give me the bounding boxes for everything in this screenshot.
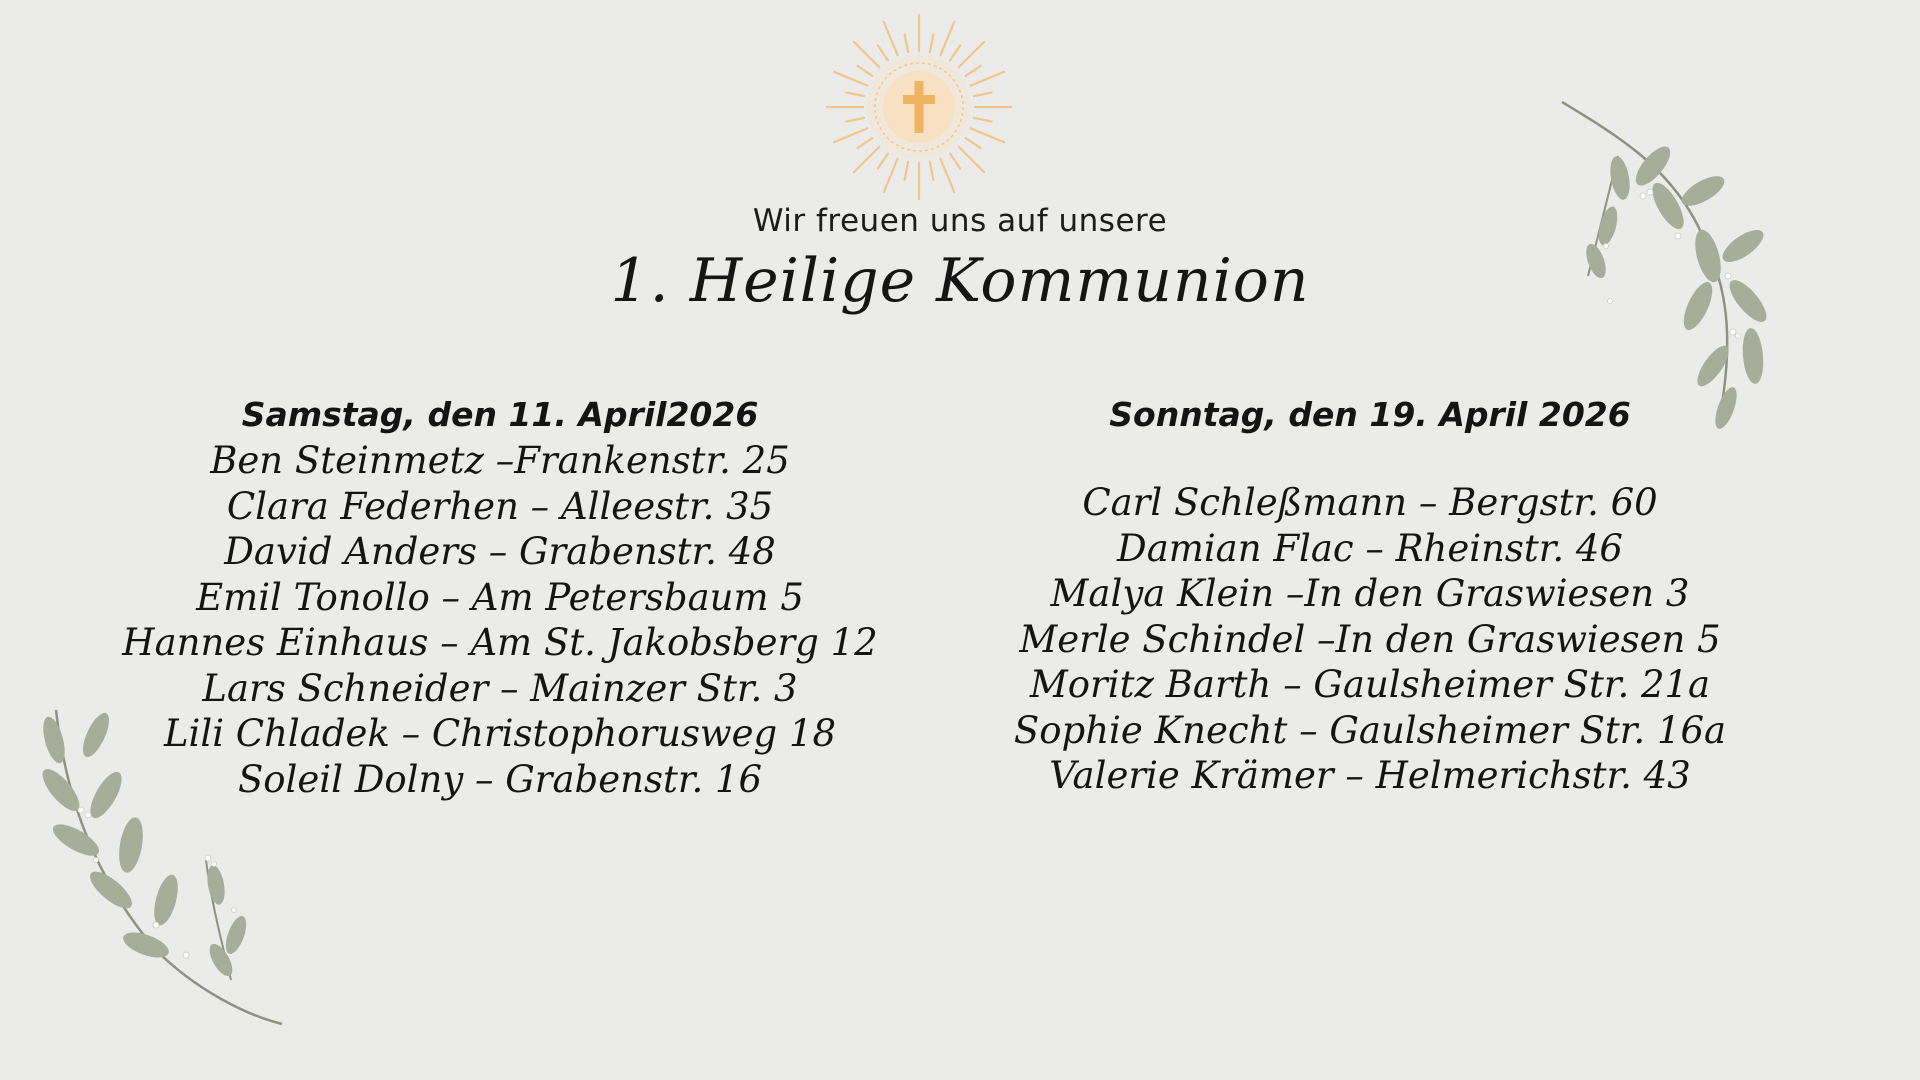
list-item: Lars Schneider – Mainzer Str. 3 (202, 666, 798, 710)
sunday-column (970, 392, 1770, 799)
sun-ray (940, 159, 954, 192)
sun-ray (974, 118, 992, 122)
sun-ray (878, 154, 888, 169)
sun-ray (858, 66, 873, 76)
sun-ray (971, 128, 1004, 142)
sunday-name-list (970, 480, 1770, 799)
list-item: Hannes Einhaus – Am St. Jakobsberg 12 (122, 621, 878, 664)
list-item: Moritz Barth – Gaulsheimer Str. 21a (1029, 663, 1711, 706)
sun-ray (854, 42, 880, 68)
page-title: 1. Heilige Kommunion (610, 246, 1310, 316)
sunburst-cross-icon (824, 12, 1014, 202)
sun-ray (966, 66, 981, 76)
sun-ray (905, 34, 909, 52)
sun-ray (846, 93, 864, 97)
list-item: Carl Schleßmann – Bergstr. 60 (1082, 481, 1658, 524)
sun-ray (884, 22, 898, 55)
list-item: Clara Federhen – Alleestr. 35 (226, 484, 774, 528)
sunday-heading: Sonntag, den 19. April 2026 (1109, 395, 1631, 434)
sun-ray (971, 72, 1004, 86)
list-item: Lili Chladek – Christophorusweg 18 (163, 712, 837, 755)
sun-ray (966, 138, 981, 148)
sun-ray (959, 147, 985, 173)
list-item: Merle Schindel –In den Graswiesen 5 (1019, 617, 1721, 661)
subtitle: Wir freuen uns auf unsere (752, 203, 1168, 239)
sun-ray (930, 34, 934, 52)
sun-ray (974, 93, 992, 97)
sun-ray (930, 162, 934, 180)
saturday-heading: Samstag, den 11. April2026 (241, 395, 759, 434)
sun-ray (884, 159, 898, 192)
sun-ray (950, 154, 960, 169)
sun-ray (854, 147, 880, 173)
sun-ray (858, 138, 873, 148)
sun-ray (834, 72, 867, 86)
sun-ray (940, 22, 954, 55)
leafy-branch-icon (1548, 96, 1788, 436)
sun-ray (834, 128, 867, 142)
leafy-branch-icon (36, 700, 296, 1030)
list-item: Ben Steinmetz –Frankenstr. 25 (210, 439, 790, 482)
list-item: Malya Klein –In den Graswiesen 3 (1050, 572, 1690, 615)
sun-ray (846, 118, 864, 122)
list-item: Sophie Knecht – Gaulsheimer Str. 16a (1013, 708, 1727, 752)
list-item: Damian Flac – Rheinstr. 46 (1117, 526, 1623, 570)
sun-ray (878, 46, 888, 61)
sun-ray (959, 42, 985, 68)
list-item: David Anders – Grabenstr. 48 (224, 530, 776, 573)
list-item: Emil Tonollo – Am Petersbaum 5 (196, 575, 804, 619)
list-item: Soleil Dolny – Grabenstr. 16 (237, 757, 763, 801)
sun-ray (950, 46, 960, 61)
sun-ray (905, 162, 909, 180)
list-item: Valerie Krämer – Helmerichstr. 43 (1049, 754, 1691, 797)
